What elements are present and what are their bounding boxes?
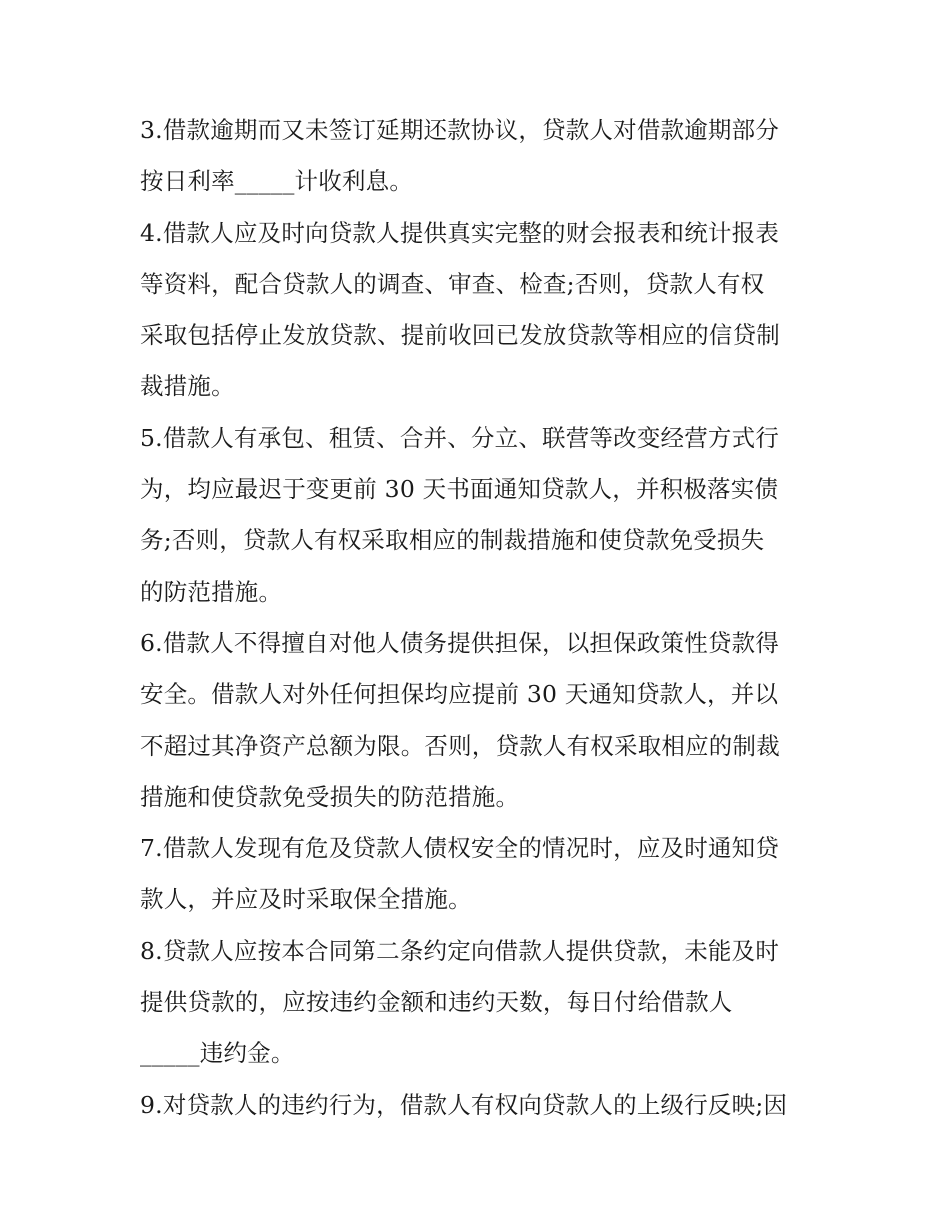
text-line: 采取包括停止发放贷款、提前收回已发放贷款等相应的信贷制: [140, 321, 780, 350]
text-line: 6.借款人不得擅自对他人债务提供担保，以担保政策性贷款得: [140, 628, 780, 657]
text-line: 提供贷款的，应按违约金额和违约天数，每日付给借款人: [140, 988, 733, 1017]
text-line: 裁措施。: [140, 372, 235, 401]
text-line: 为，均应最迟于变更前 30 天书面通知贷款人，并积极落实债: [140, 475, 779, 504]
text-line: 不超过其净资产总额为限。否则，贷款人有权采取相应的制裁: [140, 731, 780, 760]
text-line: 4.借款人应及时向贷款人提供真实完整的财会报表和统计报表: [140, 218, 780, 247]
text-line: 按日利率_____计收利息。: [140, 167, 414, 196]
text-line: 5.借款人有承包、租赁、合并、分立、联营等改变经营方式行: [140, 423, 780, 452]
text-line: 9.对贷款人的违约行为，借款人有权向贷款人的上级行反映;因: [140, 1090, 788, 1119]
document-body: [140, 105, 830, 1131]
text-line: 措施和使贷款免受损失的防范措施。: [140, 782, 520, 811]
text-line: 7.借款人发现有危及贷款人债权安全的情况时，应及时通知贷: [140, 834, 780, 863]
text-line: 等资料，配合贷款人的调查、审查、检查;否则，贷款人有权: [140, 269, 765, 298]
text-line: 的防范措施。: [140, 577, 283, 606]
text-line: 3.借款逾期而又未签订延期还款协议，贷款人对借款逾期部分: [140, 116, 780, 144]
text-line: 安全。借款人对外任何担保均应提前 30 天通知贷款人，并以: [140, 680, 779, 709]
text-line: 务;否则，贷款人有权采取相应的制裁措施和使贷款免受损失: [140, 526, 765, 555]
text-line: _____违约金。: [140, 1039, 295, 1068]
text-line: 8.贷款人应按本合同第二条约定向借款人提供贷款，未能及时: [140, 936, 780, 965]
text-line: 款人，并应及时采取保全措施。: [140, 885, 472, 914]
